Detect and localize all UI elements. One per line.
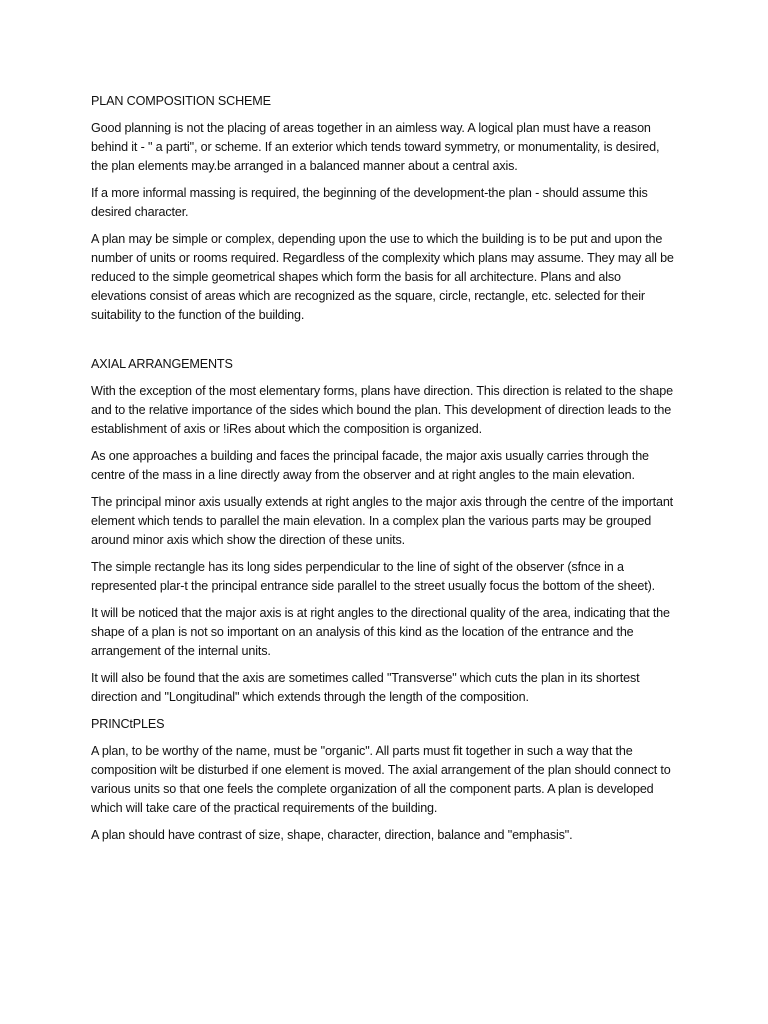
paragraph: As one approaches a building and faces the principal facade, the major axis usually carries through the centre of the mass in a line directly away from the observer and at right angles to the main elevation. <box>91 449 649 482</box>
document-body <box>91 92 676 853</box>
paragraph: Good planning is not the placing of areas together in an aimless way. A logical plan must have a reason behind it - " a parti", or scheme. If an exterior which tends toward symmetry, or monumentality, is desired, the plan elements may.be arranged in a balanced manner about a central axis. <box>91 121 660 173</box>
section-spacer <box>91 333 676 355</box>
paragraph: It will be noticed that the major axis is at right angles to the directional quality of the area, indicating that the shape of a plan is not so important on an analysis of this kind as the location of the entrance and the arrangement of the internal units. <box>91 606 670 658</box>
section-heading-axial-arrangements: AXIAL ARRANGEMENTS <box>91 357 233 371</box>
paragraph: A plan may be simple or complex, depending upon the use to which the building is to be put and upon the number of units or rooms required. Regardless of the complexity which plans may assume. They may all be reduced to the simple geometrical shapes which form the basis for all architecture. Plans and also elevations consist of areas which are recognized as the square, circle, rectangle, etc. selected for their suitability to the function of the building. <box>91 232 674 322</box>
paragraph: The principal minor axis usually extends at right angles to the major axis through the centre of the important element which tends to parallel the main elevation. In a complex plan the various parts may be grouped around minor axis which show the direction of these units. <box>91 495 674 547</box>
paragraph: The simple rectangle has its long sides perpendicular to the line of sight of the observer (sfnce in a represented plar-t the principal entrance side parallel to the street usually focus the bottom of the sheet). <box>91 560 655 593</box>
paragraph: With the exception of the most elementary forms, plans have direction. This direction is related to the shape and to the relative importance of the sides which bound the plan. This development of direction leads to the establishment of axis or !iRes about which the composition is organized. <box>91 384 673 436</box>
paragraph: A plan, to be worthy of the name, must be "organic". All parts must fit together in such a way that the composition wilt be disturbed if one element is moved. The axial arrangement of the plan should connect to various units so that one feels the complete organization of all the component parts. A plan is developed which will take care of the practical requirements of the building. <box>91 744 671 815</box>
paragraph: If a more informal massing is required, the beginning of the development-the plan - should assume this desired character. <box>91 186 648 219</box>
paragraph: A plan should have contrast of size, shape, character, direction, balance and "emphasis". <box>91 828 573 842</box>
paragraph: It will also be found that the axis are sometimes called "Transverse" which cuts the plan in its shortest direction and "Longitudinal" which extends through the length of the composition. <box>91 671 640 704</box>
section-heading-principles: PRINCtPLES <box>91 717 165 731</box>
section-heading-plan-composition-scheme: PLAN COMPOSITION SCHEME <box>91 94 271 108</box>
